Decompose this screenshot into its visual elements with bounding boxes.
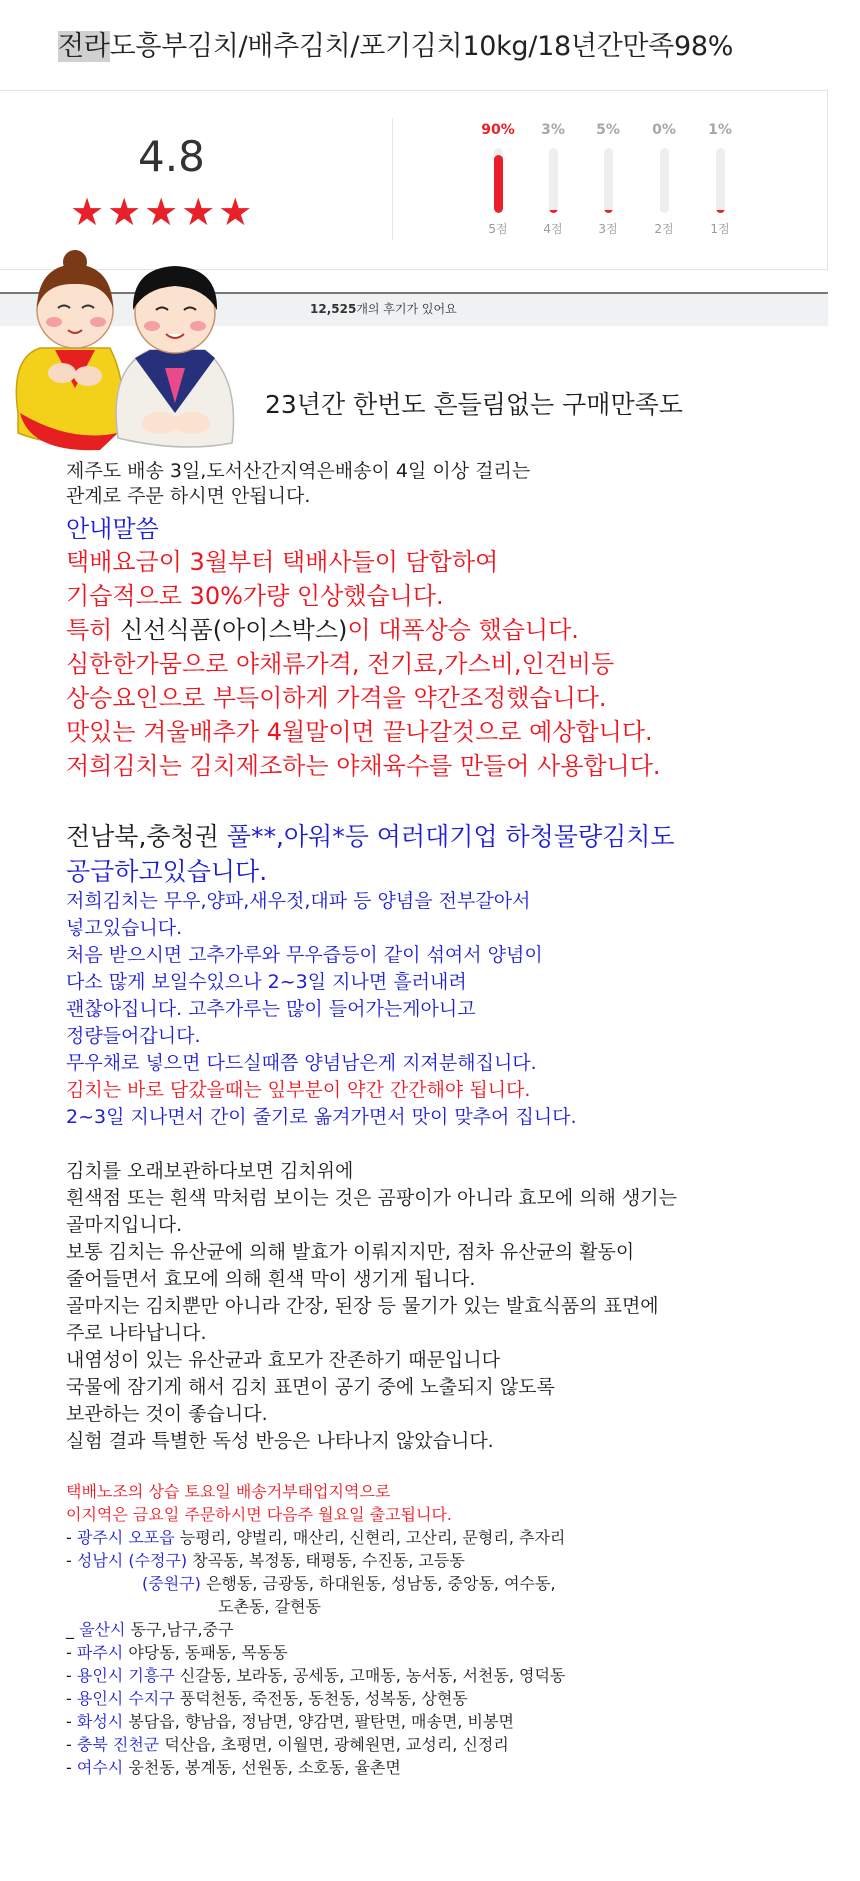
shipping-notice-line: 제주도 배송 3일,도서산간지역은배송이 4일 이상 걸리는 (66, 460, 531, 482)
delivery-area-city: 여수시 (76, 1758, 124, 1777)
rating-bar-percent: 1% (708, 122, 732, 138)
delivery-area-list: 능평리, 양벌리, 매산리, 신현리, 고산리, 문형리, 추자리 (174, 1528, 566, 1547)
delivery-area-prefix: _ (66, 1620, 80, 1639)
rating-bar-fill (716, 210, 725, 213)
price-notice-line: 기습적으로 30%가량 인상했습니다. (66, 582, 444, 610)
delivery-area-prefix: - (66, 1528, 77, 1547)
star-rating: ★★★★★ (70, 190, 256, 234)
delivery-area-list: 창곡동, 복정동, 태평동, 수진동, 고등동 (187, 1551, 465, 1570)
delivery-area-city: 화성시 (76, 1712, 124, 1731)
headline: 23년간 한번도 흔들림없는 구매만족도 (265, 390, 683, 419)
rating-divider (392, 118, 393, 240)
notice-title: 안내말씀 (66, 515, 159, 543)
delivery-area-list: 은행동, 금광동, 하대원동, 성남동, 중앙동, 여수동, (200, 1574, 556, 1593)
ice-box-notice-part2: 신선식품(아이스박스) (120, 616, 348, 644)
rating-bar-track (604, 148, 613, 213)
rating-bar-track (549, 148, 558, 213)
rating-bar-5 (468, 122, 528, 237)
seasoning-line: 무우채로 넣으면 다드실때쯤 양념남은게 지져분해집니다. (66, 1052, 537, 1074)
rating-bar-2 (634, 122, 694, 237)
ice-box-notice-part1: 특히 (66, 616, 120, 644)
delivery-area-prefix: - (66, 1689, 77, 1708)
storage-line: 골마지입니다. (66, 1214, 183, 1236)
storage-line: 줄어들면서 효모에 의해 흰색 막이 생기게 됩니다. (66, 1268, 476, 1290)
rating-bar-label: 3점 (598, 222, 618, 236)
delivery-area-row: 도촌동, 갈현동 (218, 1597, 321, 1616)
delivery-area-row (142, 1574, 556, 1593)
title-highlight: 전라 (58, 31, 110, 62)
rating-bar-fill (549, 210, 558, 213)
average-score: 4.8 (138, 132, 205, 181)
rating-bar-fill (494, 155, 503, 214)
rating-bar-label: 2점 (654, 222, 674, 236)
delivery-area-city: 성남시 (수정구) (76, 1551, 188, 1570)
delivery-area-list: 동구,남구,중구 (125, 1620, 234, 1639)
delivery-area-list: 신갈동, 보라동, 공세동, 고매동, 농서동, 서천동, 영덕동 (174, 1666, 566, 1685)
review-count-text[interactable] (310, 300, 457, 317)
delivery-area-city: 충북 진천군 (76, 1735, 160, 1754)
storage-line: 국물에 잠기게 해서 김치 표면이 공기 중에 노출되지 않도록 (66, 1376, 555, 1398)
storage-line: 보관하는 것이 좋습니다. (66, 1403, 268, 1425)
rating-bar-track (660, 148, 669, 213)
rating-bar-fill (604, 210, 613, 213)
delivery-area-list: 풍덕천동, 죽전동, 동천동, 성복동, 상현동 (174, 1689, 468, 1708)
product-title (58, 24, 733, 63)
delivery-area-city: 울산시 (79, 1620, 126, 1639)
hanbok-couple-illustration (0, 238, 280, 453)
delivery-area-list: 덕산읍, 초평면, 이월면, 광혜원면, 교성리, 신정리 (159, 1735, 509, 1754)
rating-bar-percent: 90% (481, 122, 515, 138)
delivery-area-row (66, 1643, 288, 1662)
price-notice-line: 상승요인으로 부득이하게 가격을 약간조정했습니다. (66, 684, 607, 712)
delivery-area-city: 용인시 기흥구 (76, 1666, 175, 1685)
delivery-area-city: 용인시 수지구 (76, 1689, 175, 1708)
delivery-area-row (66, 1712, 514, 1731)
rating-bar-track (494, 148, 503, 213)
salt-notice-2: 2~3일 지나면서 간이 줄기로 옮겨가면서 맛이 맞추어 집니다. (66, 1106, 577, 1128)
storage-line: 골마지는 김치뿐만 아니라 간장, 된장 등 물기가 있는 발효식품의 표면에 (66, 1295, 659, 1317)
delivery-area-prefix: - (66, 1735, 77, 1754)
delivery-notice-line: 택배노조의 상습 토요일 배송거부태업지역으로 (66, 1482, 391, 1501)
seasoning-line: 처음 받으시면 고추가루와 무우즙등이 같이 섞여서 양념이 (66, 944, 543, 966)
storage-line: 주로 나타납니다. (66, 1322, 207, 1344)
storage-line: 보통 김치는 유산균에 의해 발효가 이뤄지지만, 점차 유산균의 활동이 (66, 1241, 635, 1263)
delivery-notice-line: 이지역은 금요일 주문하시면 다음주 월요일 출고됩니다. (66, 1505, 453, 1524)
seasoning-line: 저희김치는 무우,양파,새우젓,대파 등 양념을 전부갈아서 (66, 890, 531, 912)
shipping-notice-line: 관계로 주문 하시면 안됩니다. (66, 485, 311, 507)
ice-box-notice-part3: 이 대폭상승 했습니다. (347, 616, 579, 644)
rating-bar-label: 1점 (710, 222, 730, 236)
delivery-area-row (66, 1620, 233, 1639)
delivery-area-row (66, 1689, 468, 1708)
storage-line: 흰색점 또는 흰색 막처럼 보이는 것은 곰팡이가 아니라 효모에 의해 생기는 (66, 1187, 678, 1209)
rating-bar-percent: 0% (652, 122, 676, 138)
ice-box-notice (66, 616, 579, 645)
delivery-area-city: (중원구) (142, 1574, 201, 1593)
rating-bar-3 (578, 122, 638, 237)
delivery-area-prefix: - (66, 1758, 77, 1777)
review-count-suffix: 개의 후기가 있어요 (356, 302, 457, 316)
storage-line: 실험 결과 특별한 독성 반응은 나타나지 않았습니다. (66, 1430, 494, 1452)
storage-line: 김치를 오래보관하다보면 김치위에 (66, 1160, 354, 1182)
delivery-area-list: 봉담읍, 향남읍, 정남면, 양감면, 팔탄면, 매송면, 비봉면 (123, 1712, 514, 1731)
woman-figure (16, 250, 122, 450)
supply-line (66, 822, 675, 852)
rating-bar-label: 5점 (488, 222, 508, 236)
seasoning-line: 정량들어갑니다. (66, 1025, 201, 1047)
title-rest: 도흥부김치/배추김치/포기김치10kg/18년간만족98% (109, 31, 734, 62)
delivery-area-prefix: - (66, 1643, 77, 1662)
delivery-area-row (66, 1528, 565, 1547)
price-notice-line: 맛있는 겨울배추가 4월말이면 끝나갈것으로 예상합니다. (66, 718, 653, 746)
seasoning-line: 넣고있습니다. (66, 917, 183, 939)
rating-bar-track (716, 148, 725, 213)
delivery-area-row (66, 1551, 465, 1570)
seasoning-line: 괜찮아집니다. 고추가루는 많이 들어가는게아니고 (66, 998, 476, 1020)
delivery-area-list: 웅천동, 봉계동, 선원동, 소호동, 율촌면 (123, 1758, 401, 1777)
supply-line-2: 공급하고있습니다. (66, 857, 268, 886)
rating-bar-1 (690, 122, 750, 237)
delivery-area-city: 광주시 오포읍 (76, 1528, 175, 1547)
delivery-area-row (66, 1666, 565, 1685)
delivery-area-list: 야당동, 동패동, 목동동 (123, 1643, 288, 1662)
rating-bar-percent: 5% (596, 122, 620, 138)
salt-notice: 김치는 바로 담갔을때는 잎부분이 약간 간간해야 됩니다. (66, 1079, 531, 1101)
rating-bar-4 (523, 122, 583, 237)
delivery-area-prefix: - (66, 1712, 77, 1731)
review-count-number: 12,525 (310, 302, 357, 316)
delivery-area-city: 파주시 (76, 1643, 124, 1662)
supply-companies: 풀**,아워*등 여러대기업 하청물량김치도 (226, 822, 675, 851)
delivery-area-prefix: - (66, 1551, 77, 1570)
storage-line: 내염성이 있는 유산균과 효모가 잔존하기 때문입니다 (66, 1349, 500, 1371)
price-notice-line: 저희김치는 김치제조하는 야채육수를 만들어 사용합니다. (66, 752, 661, 780)
rating-bar-percent: 3% (541, 122, 565, 138)
delivery-area-prefix: - (66, 1666, 77, 1685)
man-figure (116, 266, 233, 447)
seasoning-line: 다소 많게 보일수있으나 2~3일 지나면 흘러내려 (66, 971, 467, 993)
delivery-area-row (66, 1735, 509, 1754)
delivery-area-row (66, 1758, 401, 1777)
supply-region: 전남북,충청권 (66, 822, 227, 851)
price-notice-line: 심한한가뭄으로 야채류가격, 전기료,가스비,인건비등 (66, 650, 615, 678)
price-notice-line: 택배요금이 3월부터 택배사들이 담합하여 (66, 548, 499, 576)
rating-bar-label: 4점 (543, 222, 563, 236)
